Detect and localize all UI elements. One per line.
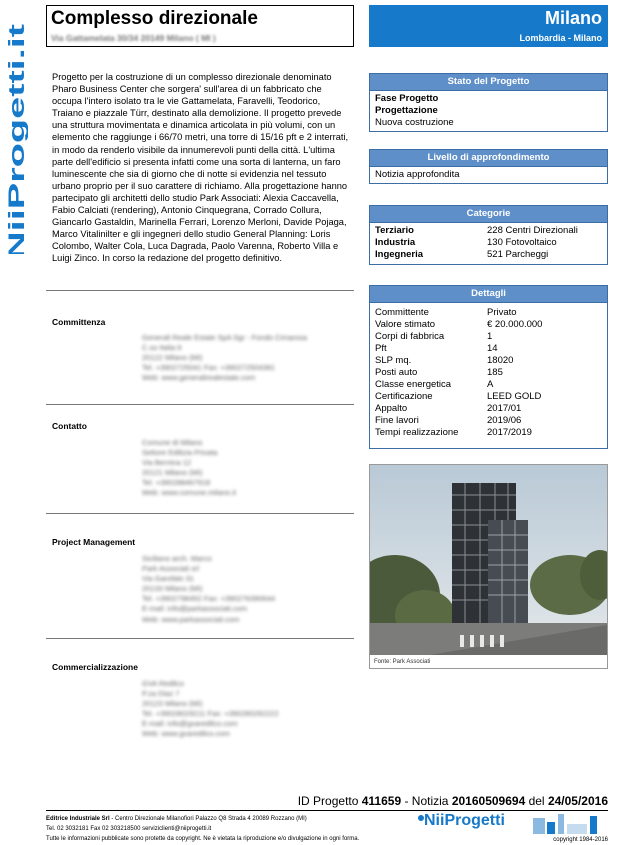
divider <box>46 638 354 639</box>
project-id: 411659 <box>361 794 402 808</box>
city-box <box>369 5 608 47</box>
detail-row: Committente Privato <box>375 307 517 318</box>
notizia-number: 20160509694 <box>451 794 526 808</box>
divider <box>46 290 354 291</box>
vertical-logo <box>4 4 28 254</box>
category-row: Industria 130 Fotovoltaico <box>375 237 557 248</box>
footer-copyright: copyright 1984-2016 <box>553 837 608 843</box>
panel-title: Stato del Progetto <box>370 74 607 91</box>
detail-row: Pft 14 <box>375 343 498 354</box>
footer-logo-text: NiiProgetti <box>424 812 505 829</box>
region-name: Lombardia - Milano <box>519 33 602 43</box>
footer-contacts: Tel. 02 3032181 Fax 02 303218500 serviziclienti@niiprogetti.it <box>46 826 212 832</box>
photo-caption: Fonte: Park Associati <box>374 659 431 665</box>
vertical-logo-text: NiiProgetti.it <box>4 129 28 254</box>
buildings-icon <box>531 812 606 834</box>
panel-title: Dettagli <box>370 286 607 303</box>
project-address: Via Gattamelata 30/34 20149 Milano ( MI ) <box>51 33 216 43</box>
category-row: Terziario 228 Centri Direzionali <box>375 225 578 236</box>
panel-stato-progetto <box>369 73 608 132</box>
detail-row: Classe energetica A <box>375 379 494 390</box>
section-label-committenza: Committenza <box>52 317 106 327</box>
detail-row: Certificazione LEED GOLD <box>375 391 542 402</box>
stato-line-1: Fase Progetto <box>375 93 439 104</box>
project-rendering-image <box>369 464 608 669</box>
section-label-commercializzazione: Commercializzazione <box>52 662 138 672</box>
detail-row: Corpi di fabbrica 1 <box>375 331 493 342</box>
section-label-contatto: Contatto <box>52 421 87 431</box>
contact-block-project-management: Siciliano arch. Marco Park Associati srl Via Garofalo 31 20133 Milano (MI) Tel. +3902798452 Fax: +390276390644 E-mail: info@parkassociati.com Web: www.parkassociati.com <box>142 554 276 624</box>
detail-row: Valore stimato € 20.000.000 <box>375 319 543 330</box>
page-title: Complesso direzionale <box>51 8 258 29</box>
detail-row: Appalto 2017/01 <box>375 403 522 414</box>
panel-title: Categorie <box>370 206 607 223</box>
footer-logo <box>418 812 608 836</box>
divider <box>46 513 354 514</box>
detail-row: SLP mq. 18020 <box>375 355 514 366</box>
livello-value: Notizia approfondita <box>375 169 460 180</box>
detail-row: Fine lavori 2019/06 <box>375 415 522 426</box>
panel-dettagli <box>369 285 608 449</box>
contact-block-contatto: Comune di Milano Settore Edilizia Privata Via Bernina 12 20121 Milano (MI) Tel. +390288467918 Web: www.comune.milano.it <box>142 438 237 498</box>
contact-block-commercializzazione: GVA Redilco P.za Diaz 7 20123 Milano (MI) Tel. +39028029211 Fax: +390280292222 E-mail: info@gvaredilco.com Web: www.gvaredilco.com <box>142 679 279 739</box>
footer-copyright-notice: Tutte le informazioni pubblicate sono protette da copyright. Ne è vietata la riproduzione e/o divulgazione in ogni forma. <box>46 836 360 842</box>
category-row: Ingegneria 521 Parcheggi <box>375 249 549 260</box>
divider <box>46 404 354 405</box>
section-label-project-management: Project Management <box>52 537 136 547</box>
panel-title: Livello di approfondimento <box>370 150 607 167</box>
footer-divider <box>46 810 608 811</box>
panel-livello <box>369 149 608 184</box>
detail-row: Tempi realizzazione 2017/2019 <box>375 427 532 438</box>
project-id-line: ID Progetto 411659 - Notizia 20160509694 del 24/05/2016 <box>297 794 608 808</box>
panel-categorie <box>369 205 608 265</box>
stato-line-3: Nuova costruzione <box>375 117 454 128</box>
project-description: Progetto per la costruzione di un complesso direzionale denominato Pharo Business Center che sorgera' sull'area di un fabbricato che occupa l'intero isolato tra le vie Gattamelata, Faravelli, Teodorico, Traiano e piazzale Türr, destinato alla demolizione. Il progetto prevede una struttura movimentata e dinamica articolata in più volumi, con un elemento che raggiunge i 66/70 metri, una torre di 15/16 pft e 2 interrati, in modo da renderlo visibile da innumerevoli punti della città. L'ultima parte dell'edificio si presenta infatti come una sorta di lanterna, un faro luminescente che sia di giorno che di notte si evidenzia nel tessuto urbano proprio per il suo carattere di richiamo. Alla progettazione hanno partecipato gli architetti dello studio Park Associati: Alexia Caccavella, Fabio Calciati (rendering), Antonio Cinquegrana, Corrado Collura, Giancarlo Gastaldin, Marinella Ferrari, Lorenzo Merloni, Davide Pojaga, Marco Vitalinilter e gli ingegneri dello studio General Planning: Loris Colombo, Walter Cola, Luca Dagrada, Paolo Varenna, Roberto Villa e Luigi Zinco. In corso la redazione del progetto definitivo. <box>52 72 349 264</box>
footer-address: Editrice Industriale Srl - Centro Direzionale Milanofiori Palazzo Q8 Strada 4 20089 Rozzano (MI) <box>46 816 307 822</box>
notizia-date: 24/05/2016 <box>547 794 608 808</box>
title-box <box>46 5 354 47</box>
contact-block-committenza: Generali Reale Estate SpA Sgr - Fondo Cimarosa C.so Italia 6 20122 Milano (MI) Tel. +3902725041 Fax: +390272504381 Web: www.generalirealestate.com <box>142 333 308 383</box>
stato-line-2: Progettazione <box>375 105 438 116</box>
city-name: Milano <box>545 8 602 28</box>
detail-row: Posti auto 185 <box>375 367 503 378</box>
